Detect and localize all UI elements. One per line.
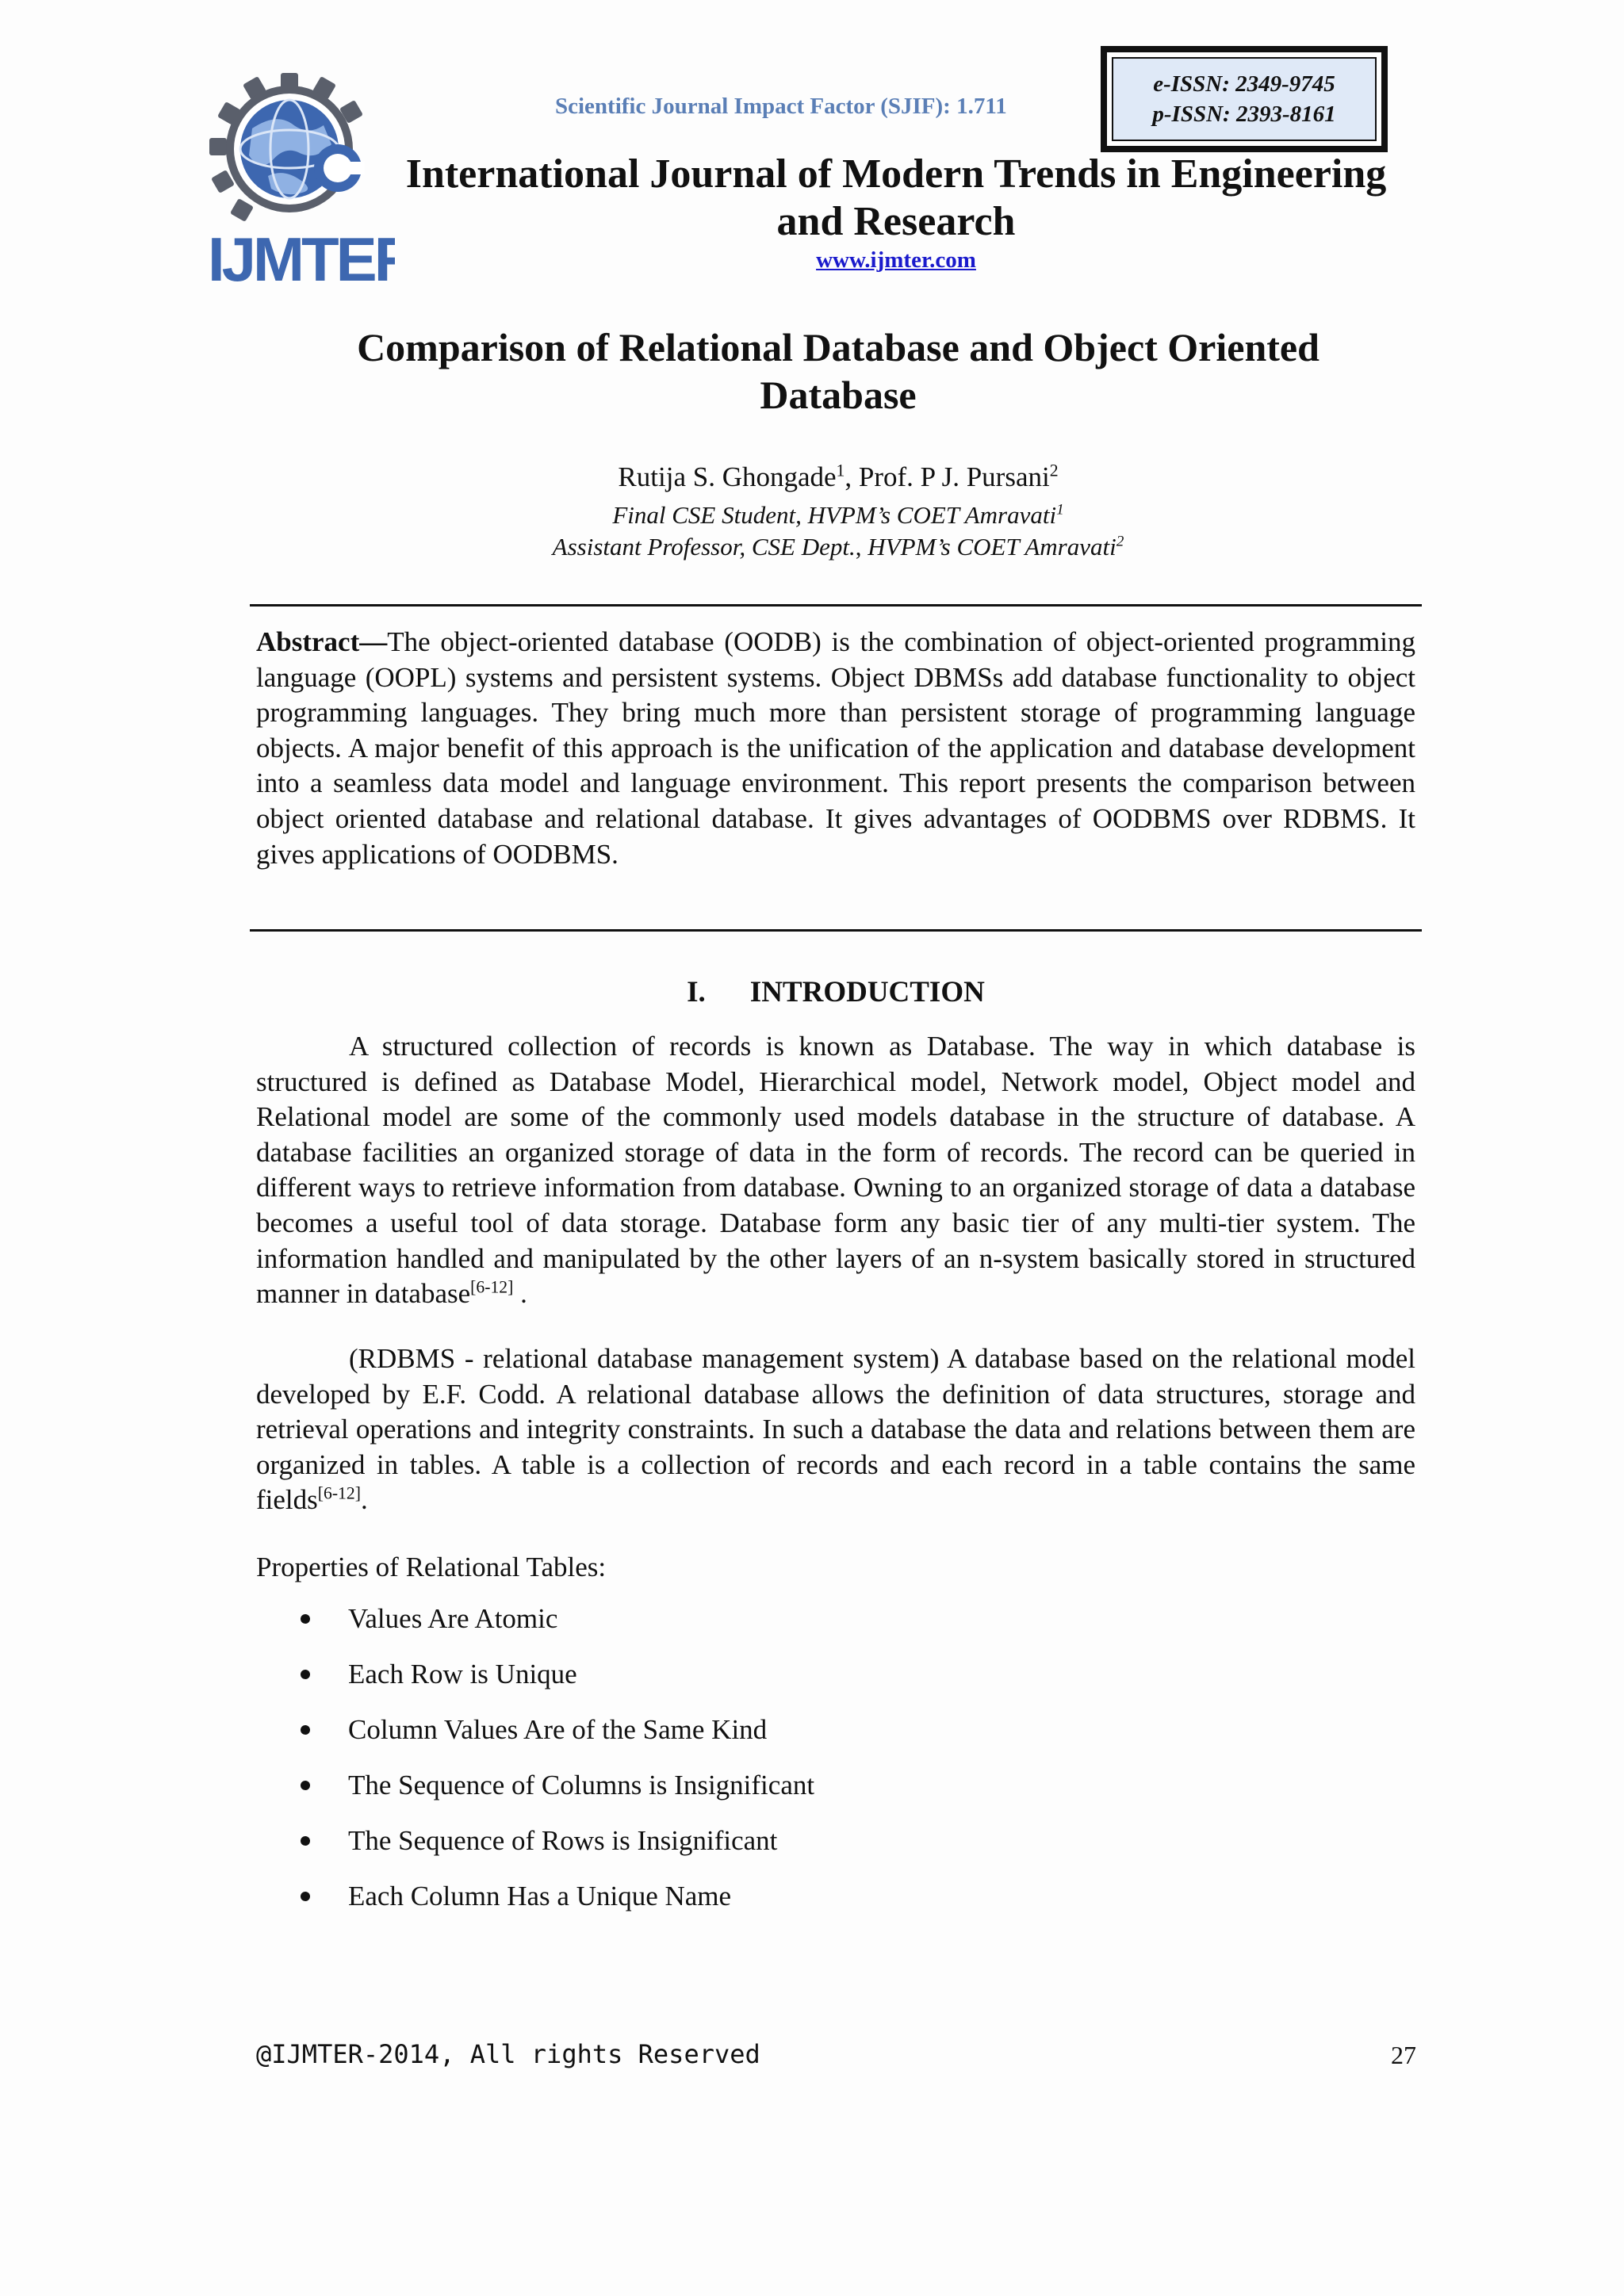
eissn: e-ISSN: 2349-9745 [1153,71,1335,97]
svg-text:IJMTER: IJMTER [208,224,395,287]
journal-url-link[interactable]: www.ijmter.com [816,247,976,273]
intro-paragraph: A structured collection of records is known as Database. The way in which database is structured is defined as Database Model, Hierarchical model, Network model, Object model and Relational model are some of the commonly used models database in the structure of database. A database facilities an organized storage of data in the form of records. The record can be queried in different ways to retrieve information from database. Owning to an organized storage of data a database becomes a useful tool of data storage. Database form any basic tier of any multi-tier system. The information handled and manipulated by the other layers of an n-system basically stored in structured manner in database[6-12] . [256,1031,1415,1310]
affiliation: Final CSE Student, HVPM’s COET Amravati$^1$ [612,501,1064,529]
ijmter-logo [205,73,395,287]
abstract [256,625,1415,872]
abstract-label: Abstract— [256,626,388,657]
issn-box [1101,46,1388,152]
list-item: The Sequence of Columns is Insignificant [293,1768,814,1823]
list-item: Column Values Are of the Same Kind [293,1712,814,1768]
properties-list [293,1601,814,1934]
author-name: Prof. P J. Pursani [858,461,1050,492]
paper-title: Comparison of Relational Database and Object Oriented Database [357,325,1320,417]
affiliation: Assistant Professor, CSE Dept., HVPM’s COET Amravati$^2$ [552,533,1124,561]
copyright: @IJMTER-2014, All rights Reserved [256,2039,760,2069]
list-item: Each Row is Unique [293,1657,814,1712]
list-item: Values Are Atomic [293,1601,814,1657]
authors: Rutija S. Ghongade$^1$, Prof. P J. Pursani$^2$ [618,461,1059,492]
list-item: The Sequence of Rows is Insignificant [293,1823,814,1879]
author-name: Rutija S. Ghongade [618,461,837,492]
intro-paragraph: (RDBMS - relational database management system) A database based on the relational model developed by E.F. Codd. A relational database allows the definition of data structures, storage and retrieval operations and integrity constraints. In such a database the data and relations between them are organized in tables. A table is a collection of records and each record in a table contains the same fields[6-12]. [256,1343,1415,1516]
divider [250,604,1422,607]
journal-title: International Journal of Modern Trends in Engineering and Research [405,151,1387,244]
page-number: 27 [1391,2041,1416,2069]
impact-factor: Scientific Journal Impact Factor (SJIF): 1.711 [555,94,1007,119]
pissn: p-ISSN: 2393-8161 [1152,101,1336,127]
section-heading: I. INTRODUCTION [687,976,985,1008]
citation: [6-12] [470,1277,514,1297]
abstract-text: The object-oriented database (OODB) is the combination of object-oriented programming language (OOPL) systems and persistent systems. Object DBMSs add database functionality to object programming languages. They bring much more than persistent storage of programming language objects. A major benefit of this approach is the unification of the application and database development into a seamless data model and language environment. This report presents the comparison between object oriented database and relational database. It gives advantages of OODBMS over RDBMS. It gives applications of OODBMS. [256,626,1415,870]
divider [250,929,1422,932]
citation: [6-12] [317,1483,361,1503]
globe-gear-icon [205,73,395,287]
properties-label: Properties of Relational Tables: [256,1552,607,1582]
list-item: Each Column Has a Unique Name [293,1879,814,1934]
